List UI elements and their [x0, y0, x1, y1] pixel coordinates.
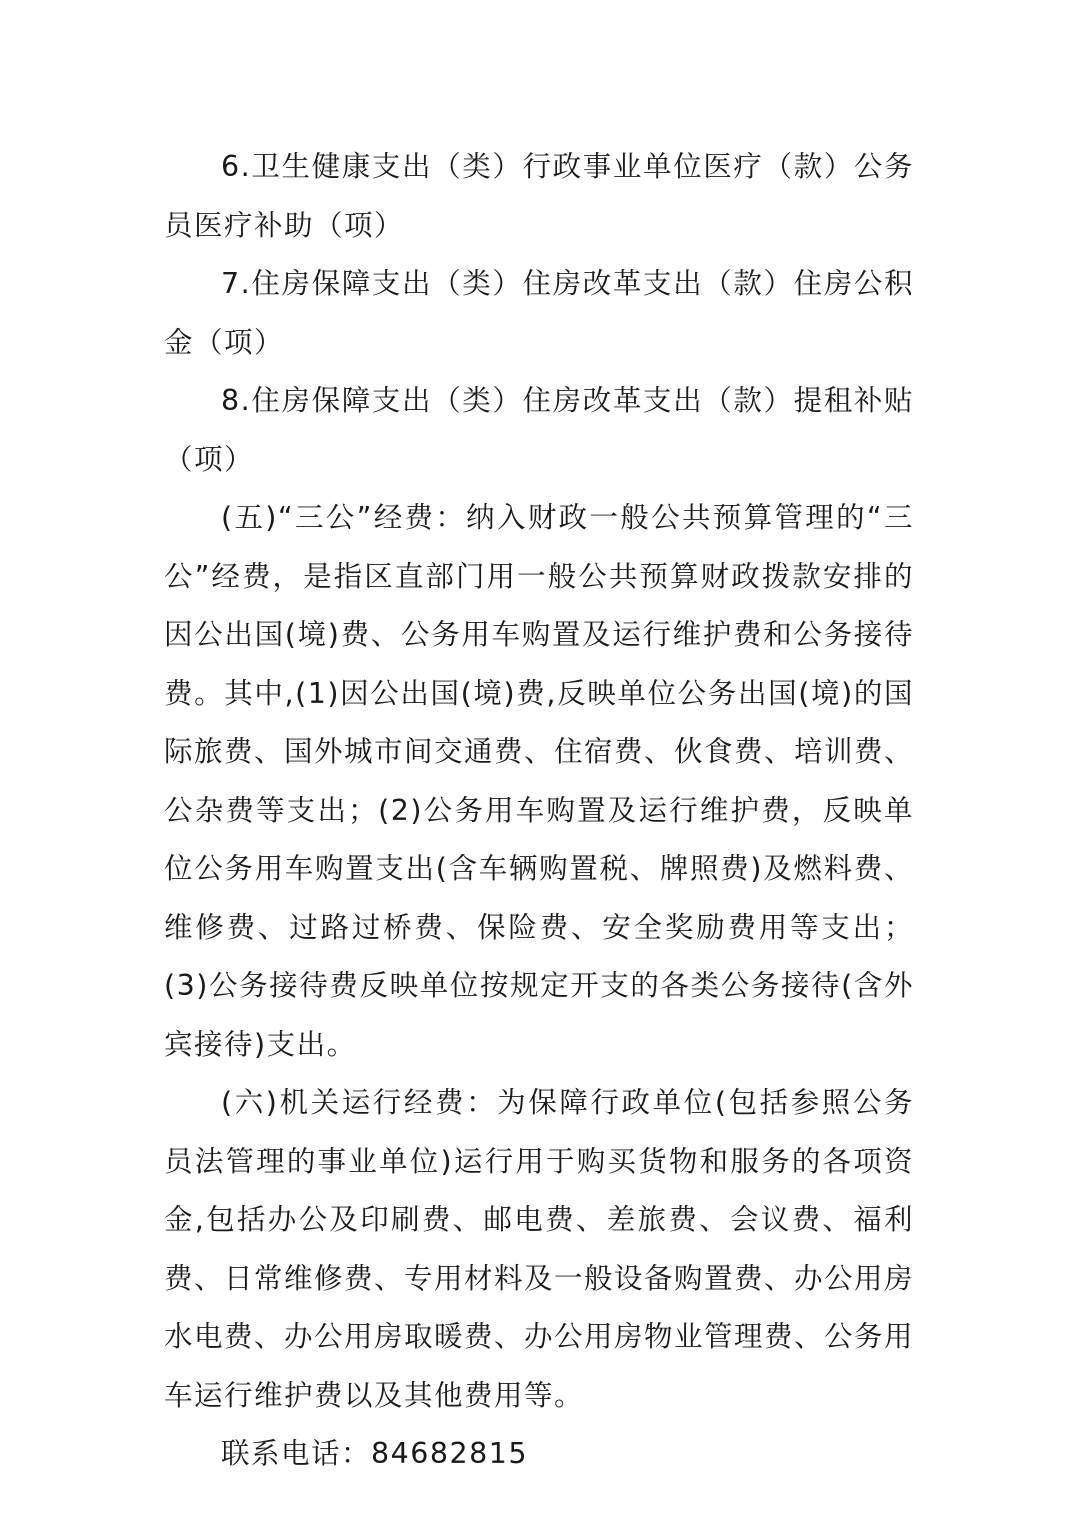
contact-phone: 联系电话：84682815	[221, 1437, 529, 1470]
paragraph-health-expense: 6.卫生健康支出（类）行政事业单位医疗（款）公务员医疗补助（项）	[164, 150, 914, 242]
paragraph-housing-fund: 7.住房保障支出（类）住房改革支出（款）住房公积金（项）	[164, 267, 914, 359]
document-body	[164, 138, 914, 1484]
paragraph-agency-operating-expenses: (六)机关运行经费：为保障行政单位(包括参照公务员法管理的事业单位)运行用于购买货物和服务的各项资金,包括办公及印刷费、邮电费、差旅费、会议费、福利费、日常维修费、专用材料及一般设备购置费、办公用房水电费、办公用房取暖费、办公用房物业管理费、公务用车运行维护费以及其他费用等。	[164, 1086, 915, 1412]
paragraph-rent-subsidy: 8.住房保障支出（类）住房改革支出（款）提租补贴（项）	[164, 384, 914, 476]
paragraph-three-public-expenses: (五)“三公”经费：纳入财政一般公共预算管理的“三公”经费，是指区直部门用一般公共预算财政拨款安排的因公出国(境)费、公务用车购置及运行维护费和公务接待费。其中,(1)因公出国(境)费,反映单位公务出国(境)的国际旅费、国外城市间交通费、住宿费、伙食费、培训费、公杂费等支出；(2)公务用车购置及运行维护费，反映单位公务用车购置支出(含车辆购置税、牌照费)及燃料费、维修费、过路过桥费、保险费、安全奖励费用等支出；(3)公务接待费反映单位按规定开支的各类公务接待(含外宾接待)支出。	[164, 501, 915, 1061]
